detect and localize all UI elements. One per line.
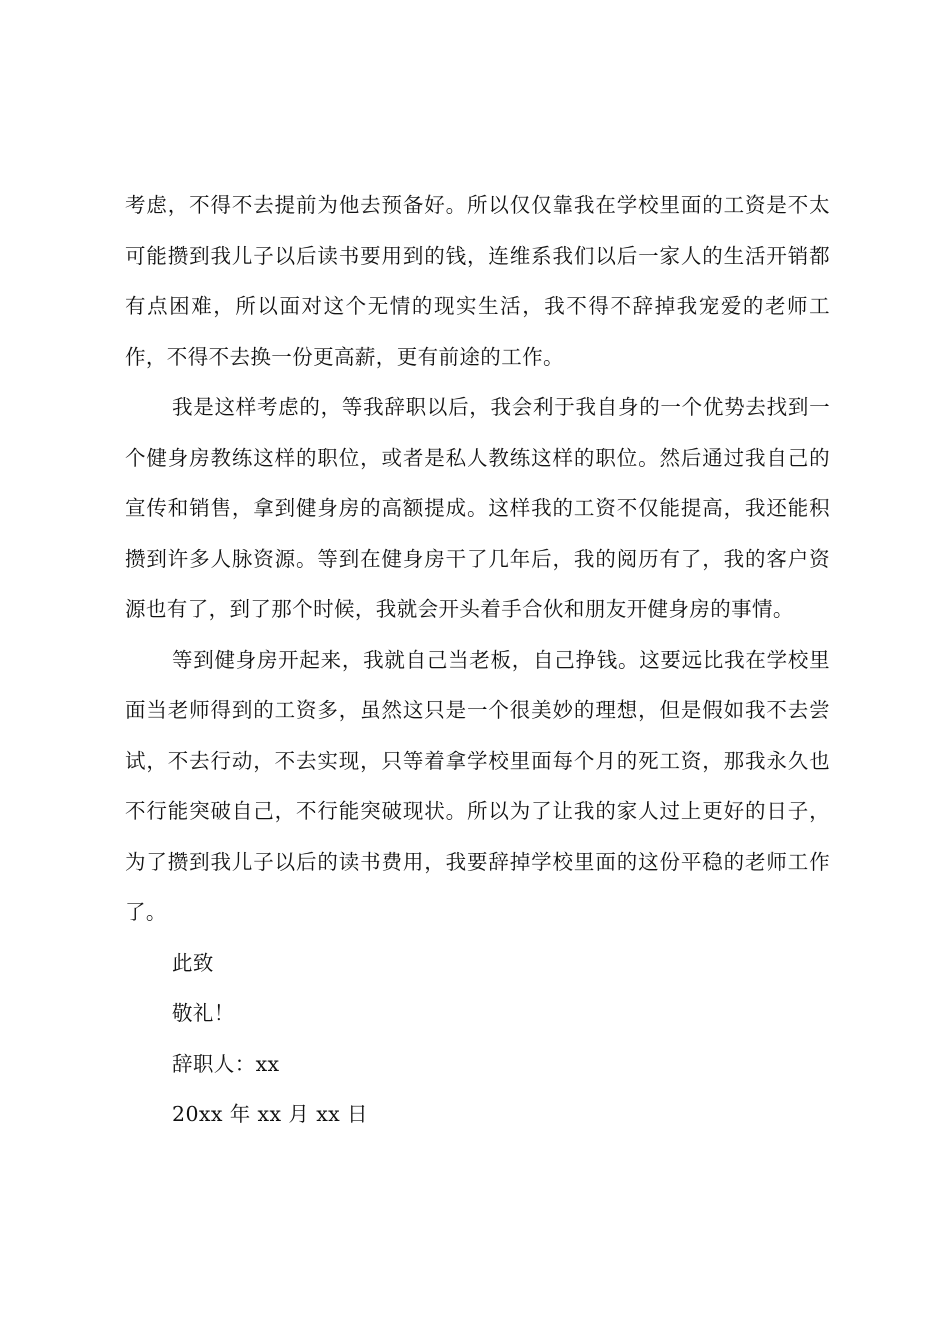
letter-body (125, 180, 830, 1140)
paragraph-continuation: 考虑，不得不去提前为他去预备好。所以仅仅靠我在学校里面的工资是不太可能攒到我儿子以后读书要用到的钱，连维系我们以后一家人的生活开销都有点困难，所以面对这个无情的现实生活，我不得不辞掉我宠爱的老师工作，不得不去换一份更高薪，更有前途的工作。 (125, 193, 830, 369)
paragraph-plan: 我是这样考虑的，等我辞职以后，我会利于我自身的一个优势去找到一个健身房教练这样的职位，或者是私人教练这样的职位。然后通过我自己的宣传和销售，拿到健身房的高额提成。这样我的工资不仅能提高，我还能积攒到许多人脉资源。等到在健身房干了几年后，我的阅历有了，我的客户资源也有了，到了那个时候，我就会开头着手合伙和朋友开健身房的事情。 (125, 395, 830, 621)
date-line: 20xx 年 xx 月 xx 日 (172, 1102, 368, 1126)
paragraph-conclusion: 等到健身房开起来，我就自己当老板，自己挣钱。这要远比我在学校里面当老师得到的工资多，虽然这只是一个很美妙的理想，但是假如我不去尝试，不去行动，不去实现，只等着拿学校里面每个月的死工资，那我永久也不行能突破自己，不行能突破现状。所以为了让我的家人过上更好的日子，为了攒到我儿子以后的读书费用，我要辞掉学校里面的这份平稳的老师工作了。 (125, 647, 830, 924)
closing-salutation: 此致 (172, 950, 214, 975)
closing-regards: 敬礼！ (172, 1001, 235, 1025)
signer-line: 辞职人：xx (172, 1051, 280, 1076)
